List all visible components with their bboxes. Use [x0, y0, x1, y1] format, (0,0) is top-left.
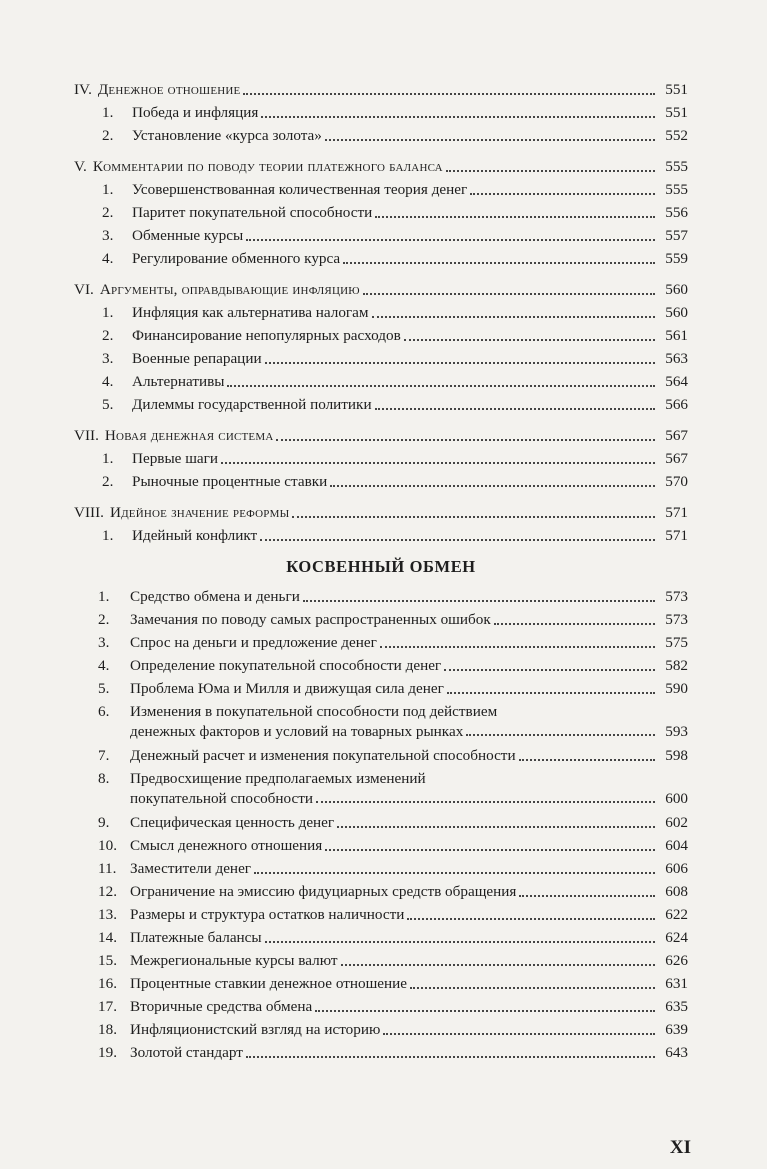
dot-leader: [444, 669, 655, 671]
item-number: 1.: [102, 181, 114, 198]
page-number: 555: [665, 181, 688, 198]
toc-chapter: [74, 903, 688, 926]
chapter-number: 2.: [98, 611, 110, 628]
page-number: 559: [665, 250, 688, 267]
dot-leader: [246, 239, 655, 241]
item-number: 1.: [102, 527, 114, 544]
chapter-number: 12.: [98, 883, 117, 900]
dot-leader: [337, 826, 655, 828]
chapter-number: 3.: [98, 634, 110, 651]
item-title: Военные репарации: [132, 350, 262, 367]
chapter-title: Изменения в покупательной способности под действием: [130, 703, 498, 720]
dot-leader: [254, 872, 655, 874]
item-number: 1.: [102, 304, 114, 321]
toc-chapter: [74, 744, 688, 767]
section-title: Комментарии по поводу теории платежного баланса: [92, 158, 443, 175]
item-title: Обменные курсы: [132, 227, 244, 244]
toc-item: [74, 101, 688, 124]
page-number: 626: [665, 952, 688, 969]
chapter-number: 8.: [98, 770, 110, 787]
dot-leader: [330, 485, 655, 487]
chapter-title-continued: денежных факторов и условий на товарных рынках: [130, 723, 464, 740]
dot-leader: [519, 895, 655, 897]
section-title: Денежное отношение: [97, 81, 241, 98]
page-number: 575: [665, 634, 688, 651]
toc-item: [74, 224, 688, 247]
item-title: Первые шаги: [132, 450, 219, 467]
dot-leader: [325, 139, 655, 141]
chapter-title: Инфляционистский взгляд на историю: [130, 1021, 381, 1038]
item-title: Идейный конфликт: [132, 527, 258, 544]
chapter-number: 15.: [98, 952, 117, 969]
item-number: 3.: [102, 350, 114, 367]
toc-item: [74, 201, 688, 224]
chapter-title: Проблема Юма и Милля и движущая сила денег: [130, 680, 444, 697]
toc-chapter: [74, 834, 688, 857]
toc-item: [74, 447, 688, 470]
item-title: Дилеммы государственной политики: [132, 396, 372, 413]
item-title: Победа и инфляция: [132, 104, 259, 121]
chapter-title-continued: покупательной способности: [130, 790, 313, 807]
page-number: 570: [665, 473, 688, 490]
page-number: 556: [665, 204, 688, 221]
toc-chapter: [74, 608, 688, 631]
chapter-title: Золотой стандарт: [130, 1044, 243, 1061]
item-title: Регулирование обменного курса: [132, 250, 341, 267]
page-number: 643: [665, 1044, 688, 1061]
item-title: Усовершенствованная количественная теория денег: [132, 181, 468, 198]
item-title: Паритет покупательной способности: [132, 204, 373, 221]
page-number: 582: [665, 657, 688, 674]
section-title: Аргументы, оправдывающие инфляцию: [99, 281, 360, 298]
item-number: 2.: [102, 127, 114, 144]
toc-chapter: [74, 857, 688, 880]
item-number: 1.: [102, 104, 114, 121]
page-number: 602: [665, 814, 688, 831]
dot-leader: [221, 462, 655, 464]
item-number: 4.: [102, 250, 114, 267]
toc-item: [74, 370, 688, 393]
item-title: Альтернативы: [132, 373, 225, 390]
toc-chapter: [74, 995, 688, 1018]
page-number: 552: [665, 127, 688, 144]
item-number: 2.: [102, 473, 114, 490]
section-title: Идейное значение реформы: [109, 504, 290, 521]
chapter-title: Средство обмена и деньги: [130, 588, 300, 605]
chapter-title: Замечания по поводу самых распространенных ошибок: [130, 611, 491, 628]
dot-leader: [246, 1056, 655, 1058]
item-number: 1.: [102, 450, 114, 467]
section-number: VI.: [74, 281, 94, 298]
dot-leader: [363, 293, 655, 295]
chapter-title: Определение покупательной способности денег: [130, 657, 442, 674]
dot-leader: [372, 316, 655, 318]
dot-leader: [260, 539, 655, 541]
page-number: 608: [665, 883, 688, 900]
section-number: V.: [74, 158, 87, 175]
dot-leader: [494, 623, 655, 625]
toc-chapter: [74, 811, 688, 834]
page-number: 551: [665, 104, 688, 121]
dot-leader: [243, 93, 655, 95]
chapter-number: 10.: [98, 837, 117, 854]
chapter-number: 17.: [98, 998, 117, 1015]
dot-leader: [407, 918, 655, 920]
toc-chapter: [74, 1018, 688, 1041]
dot-leader: [341, 964, 655, 966]
toc-section: [74, 78, 688, 101]
toc-section: [74, 501, 688, 524]
toc-item: [74, 393, 688, 416]
chapter-number: 1.: [98, 588, 110, 605]
toc-section: [74, 278, 688, 301]
chapter-number: 16.: [98, 975, 117, 992]
page-number: 631: [665, 975, 688, 992]
toc-chapter: [74, 972, 688, 995]
dot-leader: [375, 216, 655, 218]
page-number: 555: [665, 158, 688, 175]
toc-chapter: [74, 654, 688, 677]
page-number: 635: [665, 998, 688, 1015]
dot-leader: [265, 941, 655, 943]
chapter-number: 5.: [98, 680, 110, 697]
dot-leader: [446, 170, 655, 172]
item-title: Финансирование непопулярных расходов: [132, 327, 401, 344]
page-number: 564: [665, 373, 688, 390]
page-number: 571: [665, 504, 688, 521]
toc-chapter: [74, 585, 688, 608]
page-number: 566: [665, 396, 688, 413]
toc-chapter: [74, 769, 688, 809]
toc-section: [74, 155, 688, 178]
part-heading: КОСВЕННЫЙ ОБМЕН: [286, 557, 476, 576]
toc-item: [74, 124, 688, 147]
item-number: 4.: [102, 373, 114, 390]
page-number: 571: [665, 527, 688, 544]
chapter-number: 4.: [98, 657, 110, 674]
dot-leader: [303, 600, 655, 602]
item-number: 5.: [102, 396, 114, 413]
item-number: 3.: [102, 227, 114, 244]
toc-item: [74, 524, 688, 547]
toc-section: [74, 424, 688, 447]
section-number: IV.: [74, 81, 92, 98]
dot-leader: [410, 987, 655, 989]
toc-chapter: [74, 926, 688, 949]
dot-leader: [404, 339, 655, 341]
section-number: VII.: [74, 427, 99, 444]
dot-leader: [227, 385, 655, 387]
toc-chapter: [74, 949, 688, 972]
chapter-title: Размеры и структура остатков наличности: [130, 906, 405, 923]
dot-leader: [466, 734, 655, 736]
item-title: Инфляция как альтернатива налогам: [132, 304, 369, 321]
chapter-number: 14.: [98, 929, 117, 946]
dot-leader: [265, 362, 655, 364]
section-number: VIII.: [74, 504, 104, 521]
page-number: 606: [665, 860, 688, 877]
item-title: Установление «курса золота»: [132, 127, 322, 144]
dot-leader: [292, 516, 655, 518]
page-number: 600: [665, 790, 688, 807]
toc-item: [74, 470, 688, 493]
table-of-contents: [74, 78, 688, 1064]
item-title: Рыночные процентные ставки: [132, 473, 328, 490]
chapter-number: 7.: [98, 747, 110, 764]
dot-leader: [316, 801, 655, 803]
page-number: 567: [665, 427, 688, 444]
toc-item: [74, 178, 688, 201]
dot-leader: [447, 692, 655, 694]
dot-leader: [261, 116, 655, 118]
toc-item: [74, 301, 688, 324]
chapter-title: Спрос на деньги и предложение денег: [130, 634, 377, 651]
section-title: Новая денежная система: [104, 427, 274, 444]
page-number: 560: [665, 304, 688, 321]
page-number: 567: [665, 450, 688, 467]
page-number: 598: [665, 747, 688, 764]
toc-item: [74, 247, 688, 270]
chapter-title: Специфическая ценность денег: [130, 814, 335, 831]
chapter-title: Процентные ставкии денежное отношение: [130, 975, 408, 992]
chapter-title: Предвосхищение предполагаемых изменений: [130, 770, 426, 787]
page-number: 604: [665, 837, 688, 854]
chapter-title: Смысл денежного отношения: [130, 837, 323, 854]
dot-leader: [383, 1033, 655, 1035]
page-number: 593: [665, 723, 688, 740]
chapter-number: 11.: [98, 860, 117, 877]
toc-chapter: [74, 702, 688, 742]
toc-chapter: [74, 631, 688, 654]
toc-chapter: [74, 1041, 688, 1064]
page-number: 561: [665, 327, 688, 344]
chapter-number: 6.: [98, 703, 110, 720]
dot-leader: [375, 408, 655, 410]
dot-leader: [519, 759, 655, 761]
page-number: 573: [665, 588, 688, 605]
dot-leader: [325, 849, 655, 851]
dot-leader: [470, 193, 655, 195]
page-number: 551: [665, 81, 688, 98]
page-number: 622: [665, 906, 688, 923]
dot-leader: [343, 262, 655, 264]
page-number: 563: [665, 350, 688, 367]
item-number: 2.: [102, 204, 114, 221]
page-number: 560: [665, 281, 688, 298]
page-number: 557: [665, 227, 688, 244]
dot-leader: [380, 646, 655, 648]
chapter-number: 19.: [98, 1044, 117, 1061]
page-number: 590: [665, 680, 688, 697]
chapter-title: Заместители денег: [130, 860, 252, 877]
chapter-title: Денежный расчет и изменения покупательной способности: [130, 747, 516, 764]
toc-chapter: [74, 677, 688, 700]
dot-leader: [276, 439, 655, 441]
page-folio: XI: [669, 1137, 691, 1158]
chapter-title: Ограничение на эмиссию фидуциарных средств обращения: [130, 883, 517, 900]
chapter-number: 18.: [98, 1021, 117, 1038]
chapter-title: Вторичные средства обмена: [130, 998, 313, 1015]
toc-item: [74, 347, 688, 370]
dot-leader: [315, 1010, 655, 1012]
page-number: 573: [665, 611, 688, 628]
chapter-number: 13.: [98, 906, 117, 923]
page-number: 624: [665, 929, 688, 946]
toc-chapter: [74, 880, 688, 903]
chapter-title: Межрегиональные курсы валют: [130, 952, 338, 969]
toc-item: [74, 324, 688, 347]
item-number: 2.: [102, 327, 114, 344]
page-number: 639: [665, 1021, 688, 1038]
chapter-title: Платежные балансы: [130, 929, 262, 946]
chapter-number: 9.: [98, 814, 110, 831]
